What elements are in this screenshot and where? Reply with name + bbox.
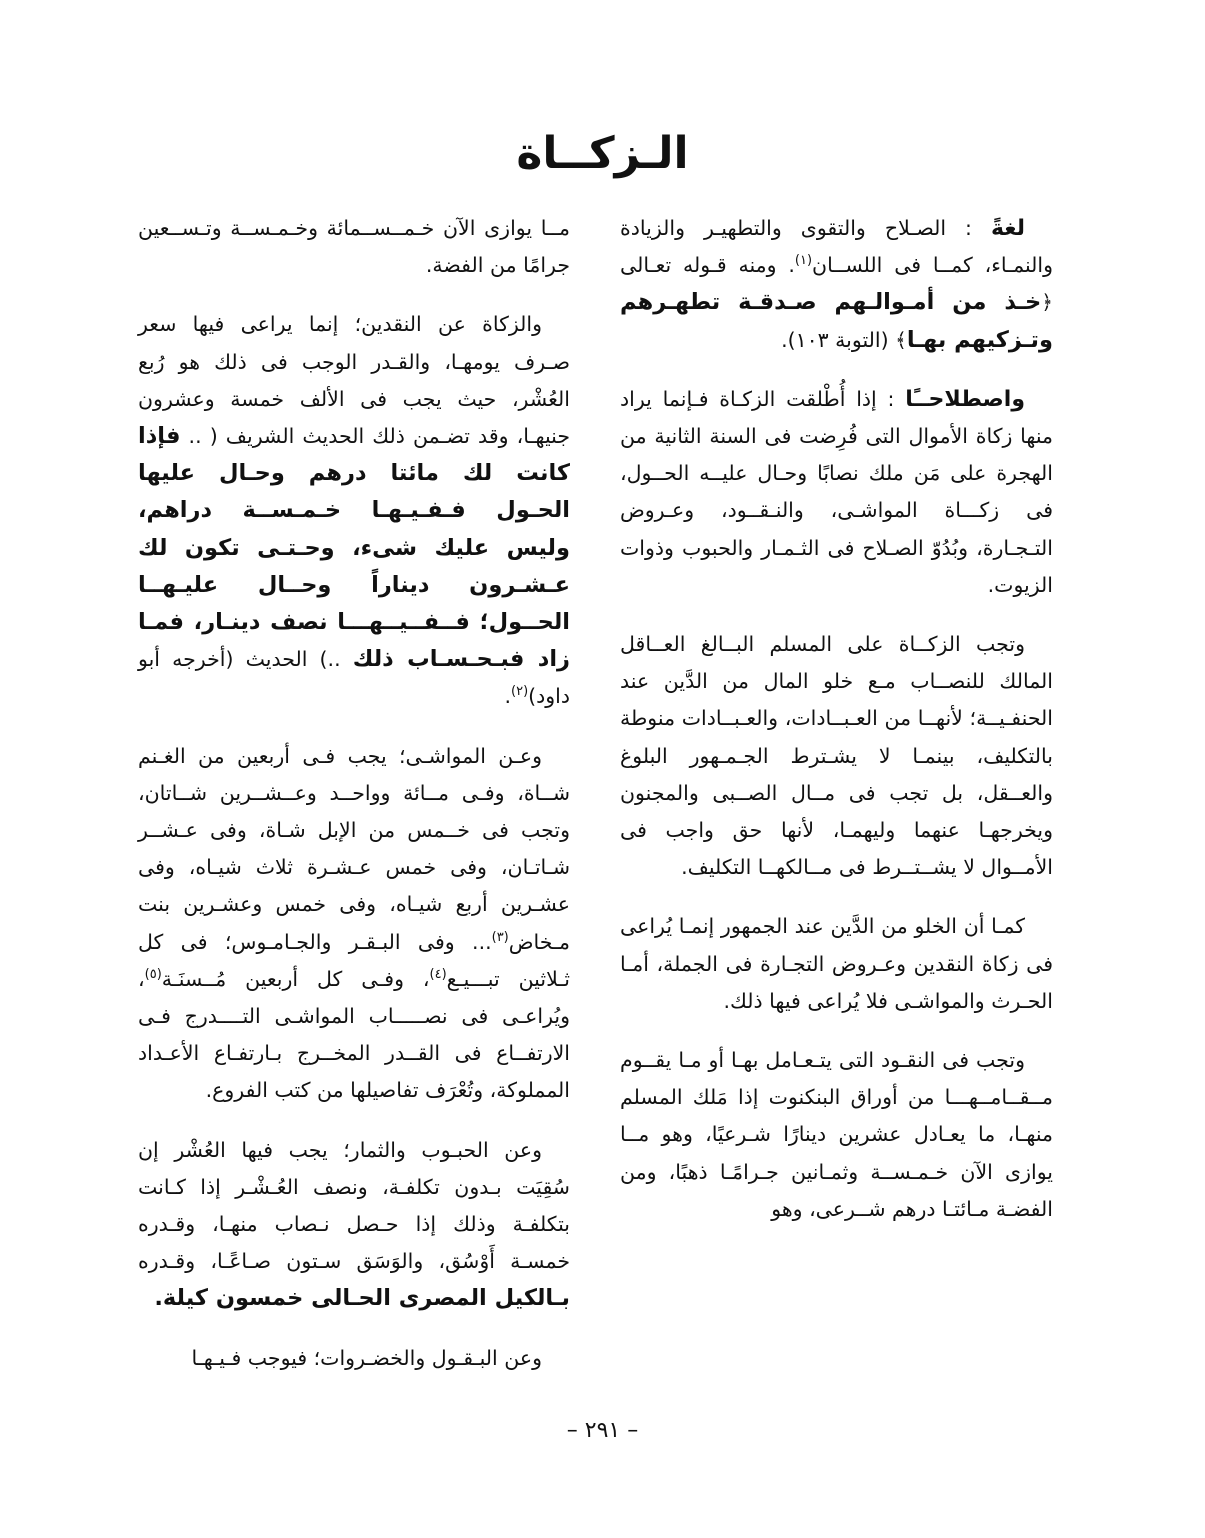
paragraph-text: والزكاة عن النقدين؛ إنما يراعى فيها سعر صـرف يومهـا، والقـدر الوجب فى ذلك هو رُبع العُشْر، حيث يجب فى الألف خمسة وعشرون جنيهـا، وقد تضـمن ذلك الحديث الشريف ( ..: [138, 312, 570, 449]
paragraph-debt-condition: كمـا أن الخلو من الدَّين عند الجمهور إنمـا يُراعى فى زكاة النقدين وعـروض التجـارة فى الجملة، أمـا الحـرث والمواشـى فلا يُراعى فيها ذلك.: [620, 914, 1053, 1013]
paragraph-vegetables: وعن البـقـول والخضـروات؛ فيوجب فـيـهـا: [191, 1345, 542, 1370]
hadith-citation: ..) الحديث (أخرجه أبو داود): [138, 647, 570, 709]
paragraph-linguistic-definition: [620, 210, 1053, 359]
footnote-ref-4: (٤): [429, 967, 447, 983]
paragraph-text: وعن الحبـوب والثمار؛ يجب فيها العُشْر إن سُقِيَت بـدون تكلفـة، ونصف العُـشْـر إذا كـانت بتكلفـة وذلك إذا حـصل نـصاب منهـا، وقـدره خمسـة أَوْسُق، والوَسَق سـتون صـاعًـا، وقـدره: [138, 1137, 570, 1274]
paragraph-conditions: وتجب الزكــاة على المسلم البــالغ العــاقل المالك للنصــاب مـع خلو المال من الدَّين عند الحنفـيــة؛ لأنهــا من العـبــادات، والعـبــادات منوطة بالتكليف، بينمـا لا يشـترط الجـمـهور البلوغ والعــقل، بل تجب فى مــال الصــبى والمجنون ويخرجهـا عنهما وليهمـا، لأنها حق واجب فى الأمــوال لا يشــتــرط فى مــالكهــا التكليف.: [620, 632, 1053, 880]
hadith-quote: فإذا كانت لك مائتا درهم وحـال عليها الحـول فـفـيـهـا خـمـســة دراهم، وليس عليك شىء، وحـتـى تكون لك عـشـرون ديناراً وحــال عليـهــا الحــول؛ فــفــيــهـــا نصف دينـار، فمـا زاد فبـحـسـاب ذلك: [138, 423, 571, 673]
ornate-bracket-close: ﴾: [895, 327, 907, 352]
page-number: – ٢٩١ –: [566, 1418, 639, 1443]
verse-reference: (التوبة ١٠٣).: [781, 327, 896, 352]
paragraph-end: .: [504, 684, 511, 709]
ornate-bracket-open: ﴿: [1041, 290, 1053, 315]
right-column: [620, 210, 1053, 1250]
footnote-ref-5: (٥): [144, 967, 162, 983]
paragraph-text: ، ويُراعـى فى نصـــــاب المواشـى التــــدرج فـى الارتفــاع فى القــدر المخــرج بـارتفـاع الأعـداد المملوكة، وتُعْرَف تفاصيلها من كتب الفروع.: [138, 966, 570, 1103]
footnote-ref-3: (٣): [491, 929, 509, 945]
paragraph-text: : الصـلاح والتقوى والتطهيـر والزيادة والنمـاء، كمــا فى اللســان: [620, 216, 1053, 278]
paragraph-text: : إذا أُطْلقت الزكـاة فـإنما يراد منها زكاة الأموال التى فُرِضت فى السنة الثانية من الهجرة على مَن ملك نصابًا وحـال عليــه الحــول، فى زكـــاة المواشـى، والنـقــود، وعـروض التـجـارة، وبُدُوّ الصـلاح فى الثـمـار والحبوب وذوات الزيوت.: [620, 386, 1053, 597]
paragraph-text: ... وفى البـقـر والجـامـوس؛ فى كل ثـلاثين تبـــيـع: [138, 929, 571, 991]
footnote-ref-2: (٢): [511, 684, 529, 700]
term-istilahan: واصطلاحــًا: [905, 386, 1025, 412]
page-title: الـزكــاة: [516, 128, 689, 179]
paragraph-livestock: [138, 738, 570, 1110]
bold-measure-statement: بـالكيل المصرى الحـالى خمسون كيلة.: [154, 1285, 570, 1312]
paragraph-text: ، وفـى كل أربعين مُــسنَـة: [161, 966, 430, 991]
paragraph-text: . ومنه قـوله تعـالى: [620, 253, 795, 278]
paragraph-silver-continuation: مــا يوازى الآن خـمــســمائة وخـمـســة وتـســعين جرامًا من الفضة.: [138, 216, 570, 278]
quran-verse-text: خـذ من أمـوالـهم صـدقـة تطهـرهم وتـزكيهم بهـا: [620, 289, 1053, 353]
paragraph-technical-definition: [620, 381, 1053, 604]
paragraph-grains-fruits: [138, 1132, 570, 1318]
left-column: [138, 210, 570, 1399]
footnote-ref-1: (١): [794, 253, 813, 269]
paragraph-text: وعـن المواشـى؛ يجب فـى أربعين من الغـنم شــاة، وفـى مــائة وواحــد وعــشــرين شــاتان، وتجب فى خــمس من الإبل شـاة، وفى عـشــر شـاتـان، وفى خمس عـشـرة ثلاث شيـاه، وفى عشـرين أربع شيـاه، وفى خمس وعشـرين بنت مـخاض: [138, 743, 570, 954]
paragraph-currency: وتجب فى النقـود التى يتـعـامل بهـا أو مـا يقــوم مــقــامــهـــا من أوراق البنكنوت إذا مَلك المسلم منهـا، ما يعـادل عشرين دينارًا شـرعيًا، وهو مــا يوازى الآن خـمـســة وثمـانين جـرامًـا ذهبًا، ومن الفضـة مـائتـا درهم شــرعى، وهو: [620, 1048, 1053, 1221]
term-lughatan: لغةً: [990, 216, 1025, 241]
paragraph-gold-silver-zakat: [138, 306, 570, 715]
